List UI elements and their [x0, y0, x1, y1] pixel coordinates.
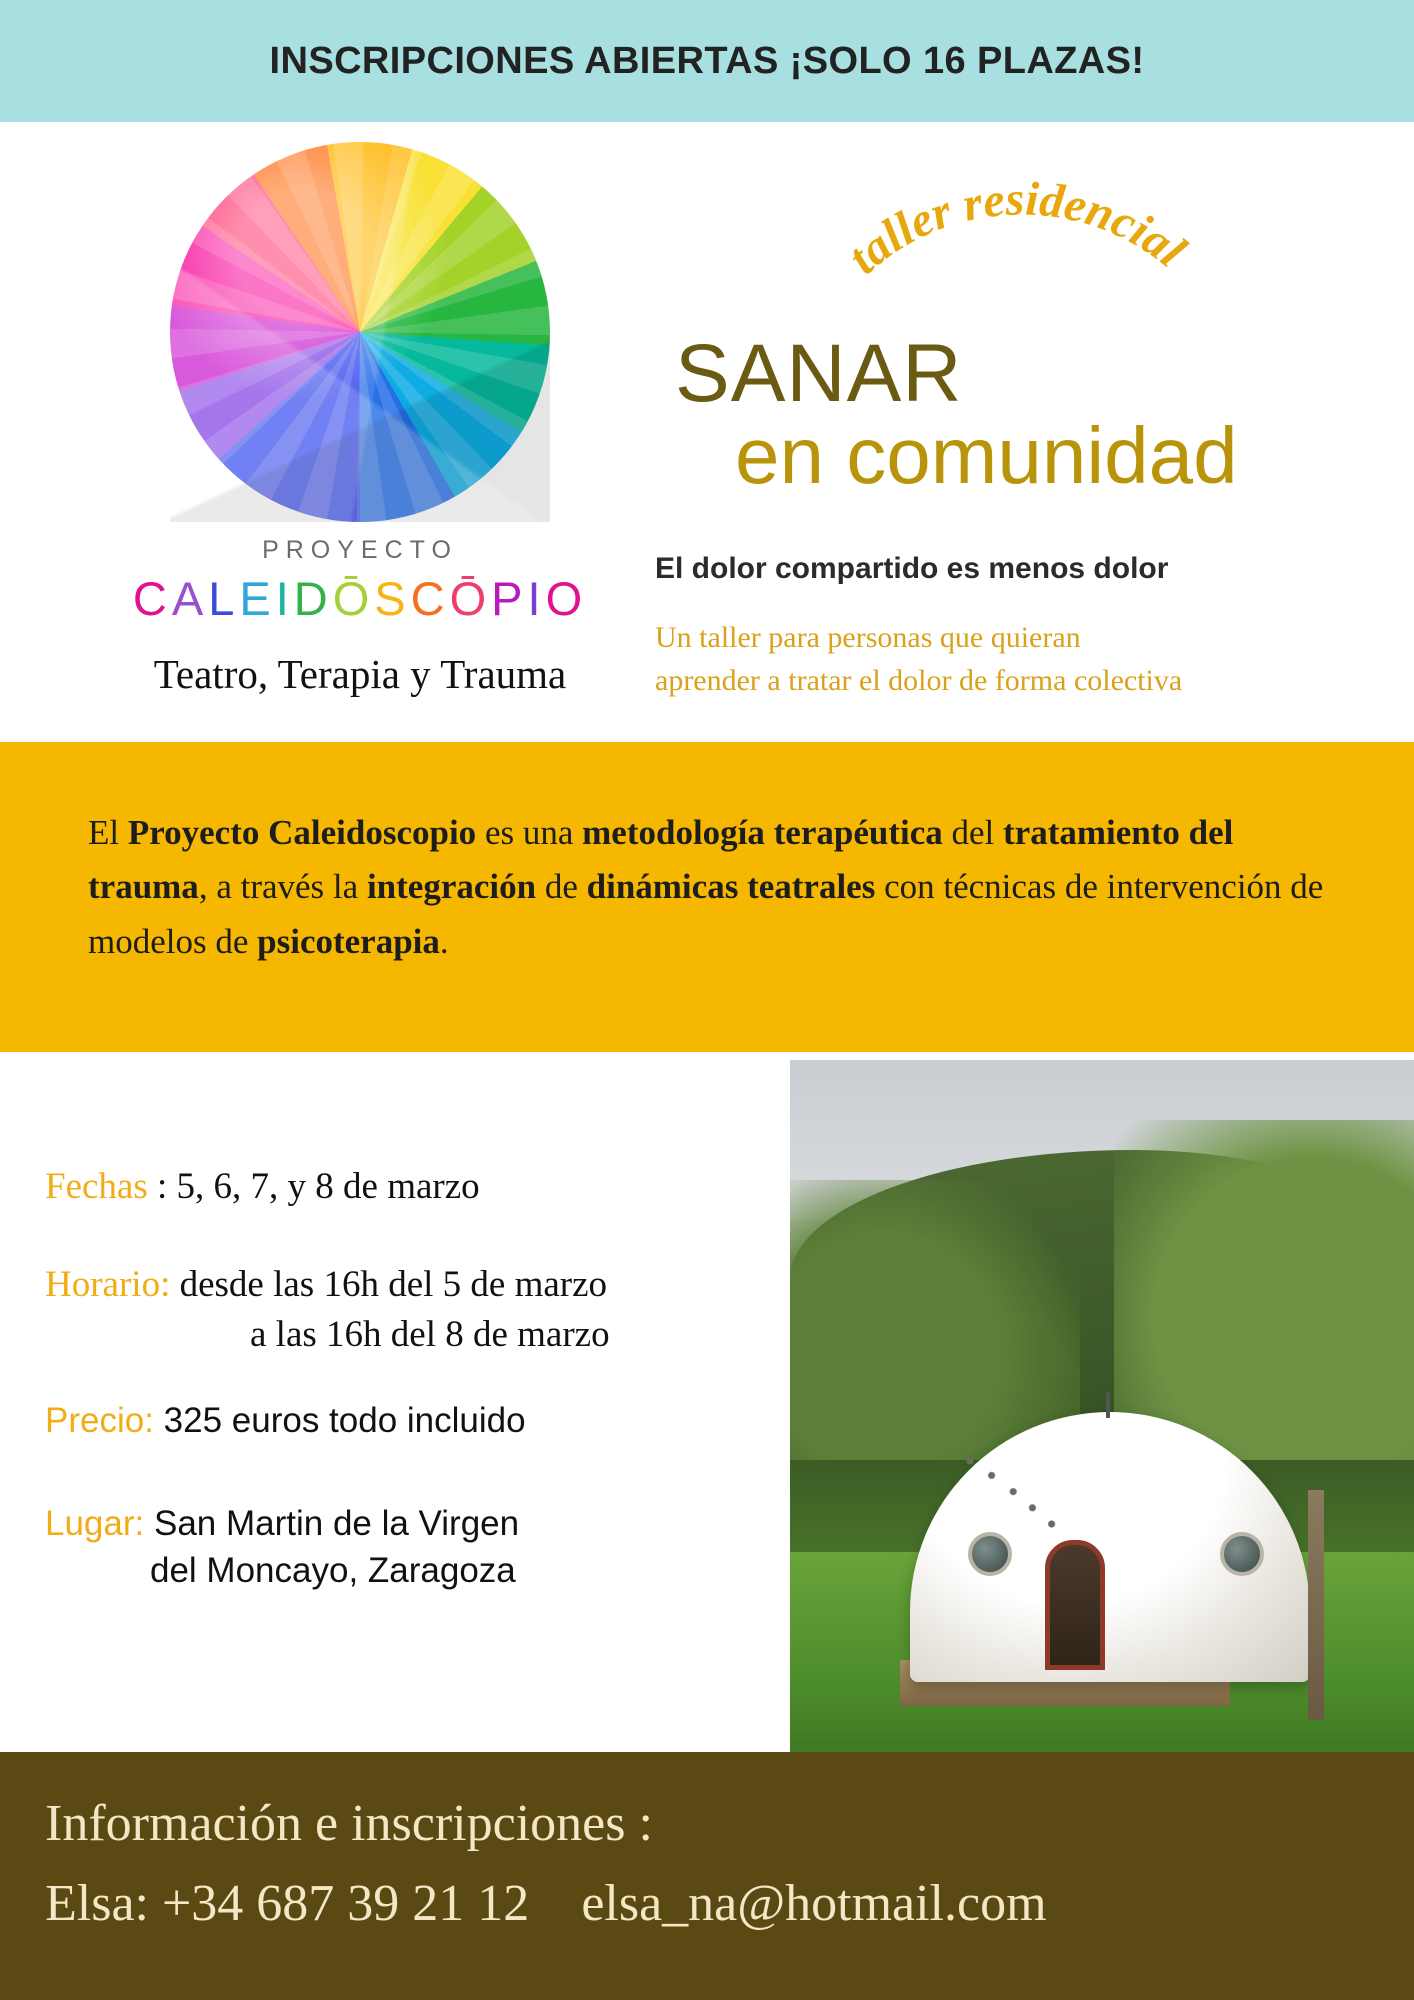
subhead-bold: El dolor compartido es menos dolor [655, 552, 1169, 585]
banner-text: INSCRIPCIONES ABIERTAS ¡SOLO 16 PLAZAS! [269, 39, 1145, 82]
footer-contact-line [45, 1874, 1047, 1933]
logo-tagline: Teatro, Terapia y Trauma [153, 651, 567, 697]
footer-heading: Información e inscripciones : [45, 1795, 653, 1852]
detail-lugar-value-2: del Moncayo, Zaragoza [150, 1551, 516, 1591]
footer-phone[interactable]: Elsa: +34 687 39 21 12 [45, 1875, 530, 1932]
logo-letter: S [374, 572, 411, 625]
detail-horario-value: desde las 16h del 5 de marzo [170, 1264, 608, 1305]
logo-letter: P [491, 572, 528, 625]
title-sanar: SANAR [675, 328, 963, 419]
detail-precio [45, 1397, 526, 1444]
header-section [0, 122, 1414, 742]
title-en-comunidad: en comunidad [735, 411, 1238, 500]
detail-horario [45, 1260, 610, 1360]
top-banner [0, 0, 1414, 122]
photo-window-left [968, 1532, 1012, 1576]
description-band [0, 742, 1414, 1052]
logo-letter: L [208, 572, 240, 625]
detail-horario-label: Horario: [45, 1264, 171, 1305]
detail-precio-label: Precio: [45, 1401, 154, 1440]
logo-letter: Ō [449, 572, 492, 625]
details-section [0, 1052, 790, 1752]
detail-lugar [45, 1500, 519, 1595]
detail-fechas-label: Fechas [45, 1166, 148, 1207]
logo-letter: I [275, 572, 294, 625]
photo-window-right [1220, 1532, 1264, 1576]
logo-letter: Ō [332, 572, 375, 625]
subhead-line-1: Un taller para personas que quieran [655, 621, 1081, 654]
subhead-line-2: aprender a tratar el dolor de forma colectiva [655, 663, 1183, 697]
kaleidoscope-icon [170, 142, 550, 522]
logo-letter: C [132, 572, 172, 625]
logo-letter: A [171, 572, 209, 625]
footer-contact [0, 1752, 1414, 2000]
detail-horario-value-2: a las 16h del 8 de marzo [250, 1313, 610, 1355]
logo-word-proyecto: PROYECTO [262, 536, 458, 564]
photo-antenna [1106, 1392, 1110, 1418]
detail-precio-value: 325 euros todo incluido [153, 1401, 526, 1440]
dome-house-photo [790, 1060, 1414, 1752]
logo-block [80, 142, 640, 698]
detail-lugar-label: Lugar: [45, 1504, 145, 1543]
photo-door [1045, 1540, 1105, 1670]
detail-fechas-value: : 5, 6, 7, y 8 de marzo [147, 1166, 480, 1207]
subhead-description [655, 617, 1375, 702]
logo-letter: O [545, 572, 588, 625]
logo-letter: I [527, 572, 546, 625]
photo-vent-holes [958, 1452, 1078, 1542]
photo-tree-trunk [1308, 1490, 1324, 1720]
logo-letter: D [293, 572, 333, 625]
logo-letter: C [410, 572, 450, 625]
detail-lugar-value: San Martin de la Virgen [144, 1504, 520, 1543]
detail-fechas [45, 1162, 480, 1212]
footer-email[interactable]: elsa_na@hotmail.com [581, 1875, 1047, 1932]
description-text: El Proyecto Caleidoscopio es una metodología terapéutica del tratamiento del trauma, a través la integración de dinámicas teatrales con técnicas de intervención de modelos de psicoterapia. [88, 813, 1324, 961]
logo-word-caleidoscopio [80, 571, 640, 626]
svg-text:taller residencial: taller residencial [837, 172, 1196, 285]
logo-letter: E [239, 572, 276, 625]
